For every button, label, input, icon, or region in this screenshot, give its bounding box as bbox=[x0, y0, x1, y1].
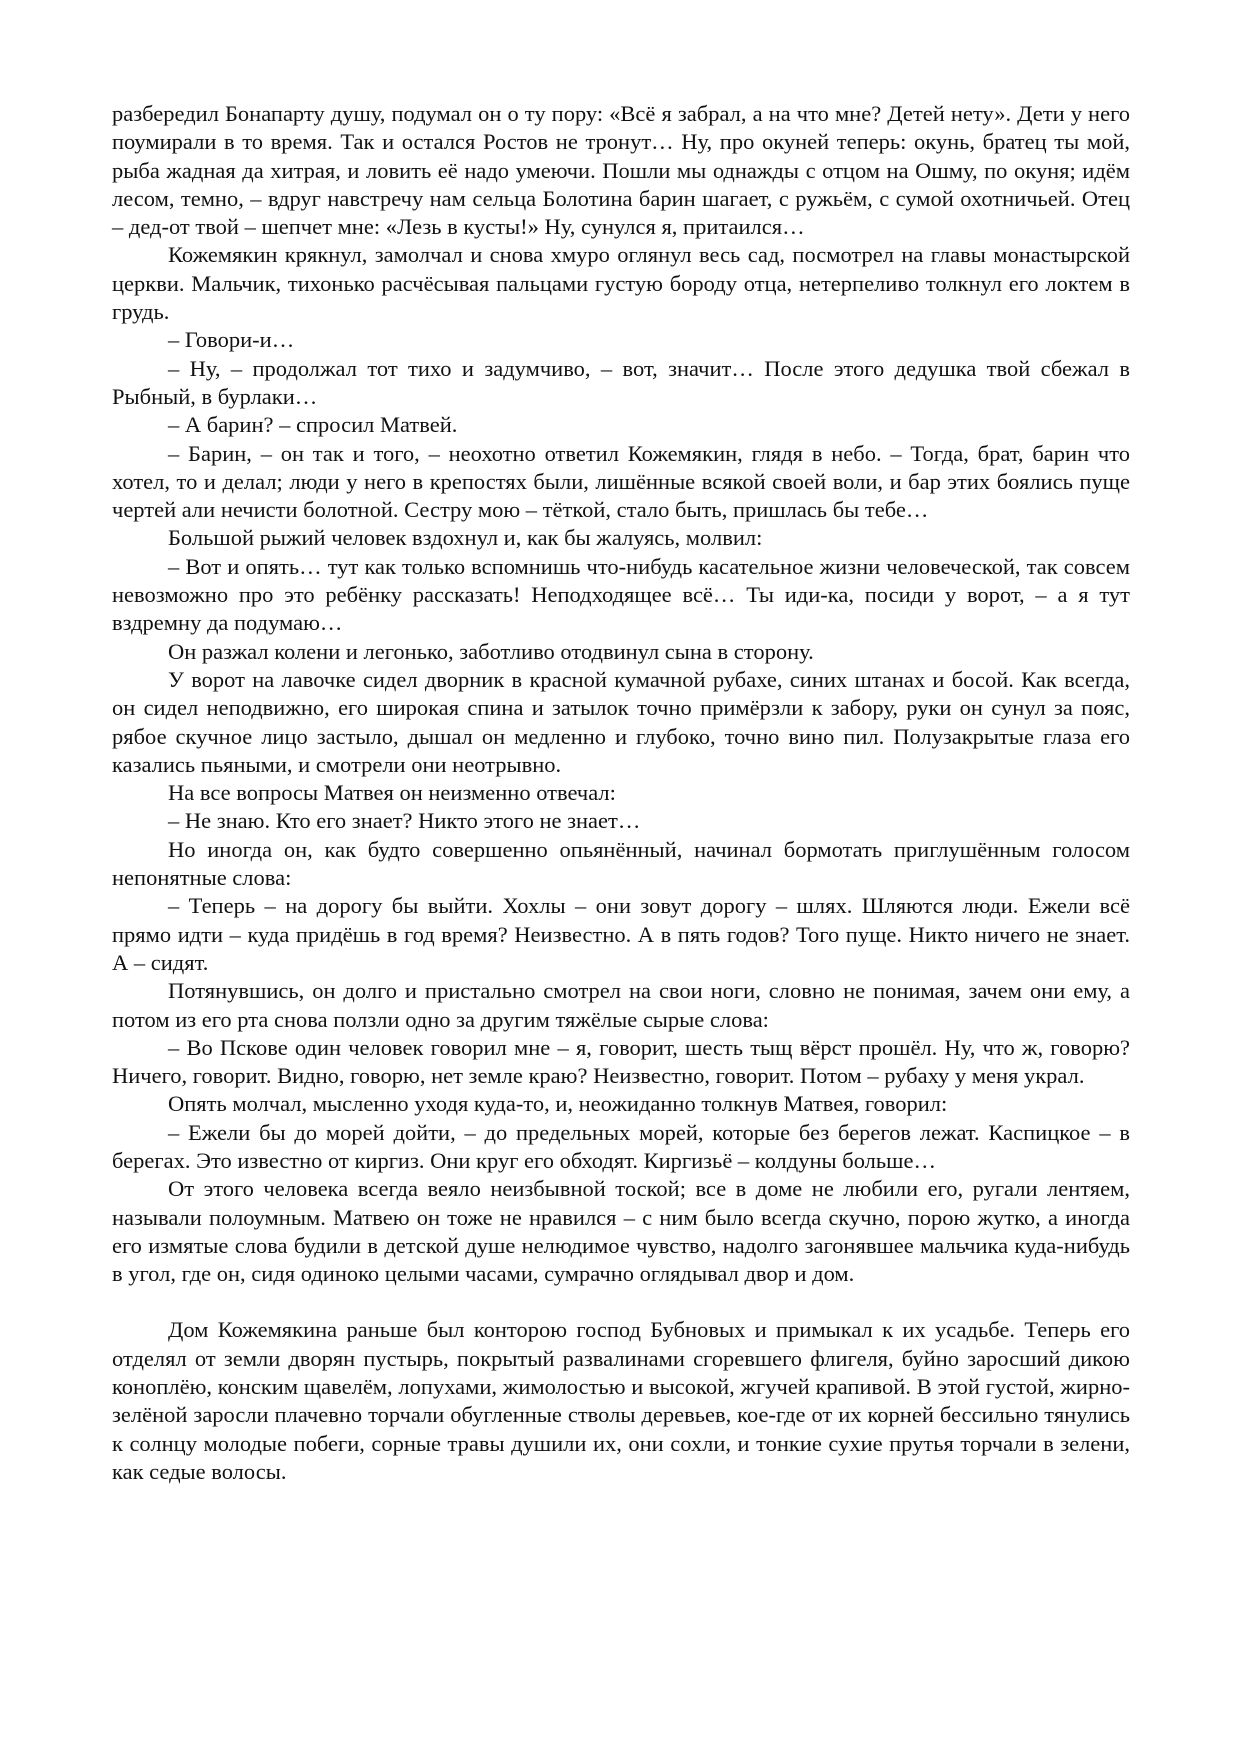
paragraph: От этого человека всегда веяло неизбывной тоской; все в доме не любили его, ругали лентяем, называли полоумным. Матвею он тоже не нравился – с ним было всегда скучно, порою жутко, а иногда его измятые слова будили в детской душе нелюдимое чувство, надолго загонявшее мальчика куда-нибудь в угол, где он, сидя одиноко целыми часами, сумрачно оглядывал двор и дом. bbox=[112, 1176, 1130, 1287]
paragraph: – Теперь – на дорогу бы выйти. Хохлы – они зовут дорогу – шлях. Шляются люди. Ежели всё прямо идти – куда придёшь в год время? Неизвестно. А в пять годов? Того пуще. Никто ничего не знает. А – сидят. bbox=[112, 893, 1130, 975]
paragraph: У ворот на лавочке сидел дворник в красной кумачной рубахе, синих штанах и босой. Как всегда, он сидел неподвижно, его широкая спина и затылок точно примёрзли к забору, руки он сунул за пояс, рябое скучное лицо застыло, дышал он медленно и глубоко, точно вино пил. Полузакрытые глаза его казались пьяными, и смотрели они неотрывно. bbox=[112, 666, 1130, 777]
paragraph: Потянувшись, он долго и пристально смотрел на свои ноги, словно не понимая, зачем они ему, а потом из его рта снова ползли одно за другим тяжёлые сырые слова: bbox=[112, 978, 1130, 1032]
paragraph: Кожемякин крякнул, замолчал и снова хмуро оглянул весь сад, посмотрел на главы монастырской церкви. Мальчик, тихонько расчёсывая пальцами густую бороду отца, нетерпеливо толкнул его локтем в грудь. bbox=[112, 242, 1130, 325]
paragraph: На все вопросы Матвея он неизменно отвечал: bbox=[168, 780, 616, 806]
paragraph: Но иногда он, как будто совершенно опьянённый, начинал бормотать приглушённым голосом непонятные слова: bbox=[112, 836, 1130, 891]
paragraph: – А барин? – спросил Матвей. bbox=[168, 412, 458, 438]
section-break bbox=[112, 1288, 1130, 1316]
paragraph: – Говори-и… bbox=[168, 327, 295, 353]
document-page bbox=[112, 100, 1130, 1486]
paragraph: Он разжал колени и легонько, заботливо отодвинул сына в сторону. bbox=[168, 638, 814, 664]
paragraph: – Барин, – он так и того, – неохотно ответил Кожемякин, глядя в небо. – Тогда, брат, барин что хотел, то и делал; люди у него в крепостях были, лишённые всякой своей воли, и бар этих боялись пуще чертей али нечисти болотной. Сестру мою – тёткой, стало быть, пришлась бы тебе… bbox=[112, 440, 1130, 523]
paragraph: – Вот и опять… тут как только вспомнишь что-нибудь касательное жизни человеческой, так совсем невозможно про это ребёнку рассказать! Неподходящее всё… Ты иди-ка, посиди у ворот, – а я тут вздремну да подумаю… bbox=[112, 553, 1130, 636]
paragraph: – Во Пскове один человек говорил мне – я, говорит, шесть тыщ вёрст прошёл. Ну, что ж, говорю? Ничего, говорит. Видно, говорю, нет земле краю? Неизвестно, говорит. Потом – рубаху у меня украл. bbox=[112, 1034, 1130, 1089]
paragraph: – Ну, – продолжал тот тихо и задумчиво, – вот, значит… После этого дедушка твой сбежал в Рыбный, в бурлаки… bbox=[112, 355, 1130, 409]
paragraph: – Не знаю. Кто его знает? Никто этого не знает… bbox=[168, 808, 641, 834]
paragraph: разбередил Бонапарту душу, подумал он о ту пору: «Всё я забрал, а на что мне? Детей нету». Дети у него поумирали в то время. Так и остался Ростов не тронут… Ну, про окуней теперь: окунь, братец ты мой, рыба жадная да хитрая, и ловить её надо умеючи. Пошли мы однажды с отцом на Ошму, по окуня; идём лесом, темно, – вдруг навстречу нам сельца Болотина барин шагает, с ружьём, с сумой охотничьей. Отец – дед-от твой – шепчет мне: «Лезь в кусты!» Ну, сунулся я, притаился… bbox=[112, 101, 1130, 240]
paragraph: Опять молчал, мысленно уходя куда-то, и, неожиданно толкнув Матвея, говорил: bbox=[168, 1091, 948, 1117]
paragraph: Дом Кожемякина раньше был конторою господ Бубновых и примыкал к их усадьбе. Теперь его отделял от земли дворян пустырь, покрытый развалинами сгоревшего флигеля, буйно заросший дикою коноплёю, конским щавелём, лопухами, жимолостью и высокой, жгучей крапивой. В этой густой, жирно-зелёной заросли плачевно торчали обугленные стволы деревьев, кое-где от их корней бессильно тянулись к солнцу молодые побеги, сорные травы душили их, они сохли, и тонкие сухие прутья торчали в зелени, как седые волосы. bbox=[112, 1317, 1130, 1484]
paragraph: Большой рыжий человек вздохнул и, как бы жалуясь, молвил: bbox=[168, 525, 763, 551]
paragraph: – Ежели бы до морей дойти, – до предельных морей, которые без берегов лежат. Каспицкое – в берегах. Это известно от киргиз. Они круг его обходят. Киргизьё – колдуны больше… bbox=[112, 1119, 1130, 1173]
